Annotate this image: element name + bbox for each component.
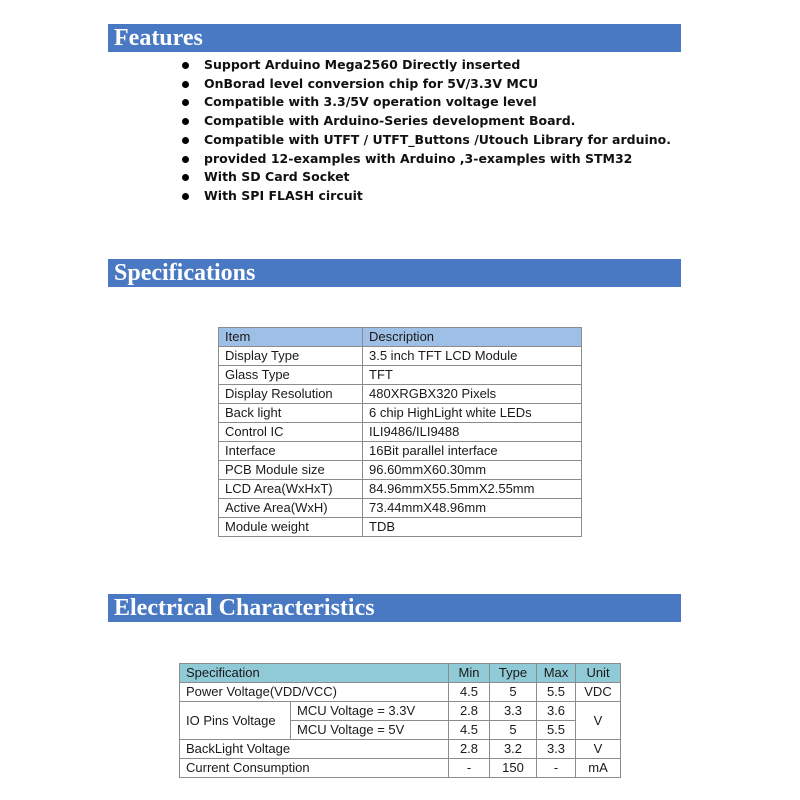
column-header: Type <box>490 664 537 683</box>
bullet-icon <box>182 118 189 125</box>
table-row <box>219 499 582 518</box>
spec-description: 73.44mmX48.96mm <box>363 499 582 518</box>
spec-description: TFT <box>363 366 582 385</box>
features-header <box>108 24 681 52</box>
features-list <box>180 56 740 206</box>
table-row <box>180 740 621 759</box>
spec-item: Control IC <box>219 423 363 442</box>
bullet-icon <box>182 193 189 200</box>
electrical-title: Electrical Characteristics <box>114 595 375 621</box>
spec-description: ILI9486/ILI9488 <box>363 423 582 442</box>
column-header: Unit <box>576 664 621 683</box>
column-header: Description <box>363 328 582 347</box>
specifications-title: Specifications <box>114 260 256 286</box>
unit-value: V <box>576 740 621 759</box>
sub-spec-label: MCU Voltage = 5V <box>291 721 449 740</box>
feature-item: Support Arduino Mega2560 Directly inserted <box>180 56 740 75</box>
feature-item: With SPI FLASH circuit <box>180 187 740 206</box>
sub-spec-label: MCU Voltage = 3.3V <box>291 702 449 721</box>
max-value: 5.5 <box>537 721 576 740</box>
spec-item: LCD Area(WxHxT) <box>219 480 363 499</box>
table-header-row <box>219 328 582 347</box>
column-header: Min <box>449 664 490 683</box>
bullet-icon <box>182 62 189 69</box>
table-row <box>219 480 582 499</box>
column-header: Item <box>219 328 363 347</box>
spec-item: Module weight <box>219 518 363 537</box>
spec-item: Active Area(WxH) <box>219 499 363 518</box>
min-value: 4.5 <box>449 721 490 740</box>
min-value: - <box>449 759 490 778</box>
spec-description: TDB <box>363 518 582 537</box>
unit-value: V <box>576 702 621 740</box>
features-title: Features <box>114 25 203 51</box>
spec-label: Power Voltage(VDD/VCC) <box>180 683 449 702</box>
specifications-header <box>108 259 681 287</box>
max-value: 5.5 <box>537 683 576 702</box>
spec-description: 16Bit parallel interface <box>363 442 582 461</box>
spec-description: 6 chip HighLight white LEDs <box>363 404 582 423</box>
spec-description: 3.5 inch TFT LCD Module <box>363 347 582 366</box>
feature-item: Compatible with 3.3/5V operation voltage level <box>180 93 740 112</box>
max-value: 3.3 <box>537 740 576 759</box>
spec-item: Display Resolution <box>219 385 363 404</box>
electrical-table <box>179 663 621 778</box>
spec-item: Back light <box>219 404 363 423</box>
spec-item: Glass Type <box>219 366 363 385</box>
feature-item: Compatible with Arduino-Series development Board. <box>180 112 740 131</box>
electrical-header <box>108 594 681 622</box>
table-row <box>219 461 582 480</box>
unit-value: mA <box>576 759 621 778</box>
min-value: 4.5 <box>449 683 490 702</box>
table-row <box>219 423 582 442</box>
spec-label: BackLight Voltage <box>180 740 449 759</box>
feature-item: provided 12-examples with Arduino ,3-examples with STM32 <box>180 150 740 169</box>
specifications-table <box>218 327 582 537</box>
spec-item: Interface <box>219 442 363 461</box>
type-value: 5 <box>490 683 537 702</box>
table-row <box>219 442 582 461</box>
type-value: 3.3 <box>490 702 537 721</box>
column-header: Specification <box>180 664 449 683</box>
spec-label: Current Consumption <box>180 759 449 778</box>
bullet-icon <box>182 99 189 106</box>
table-row <box>180 759 621 778</box>
feature-item: With SD Card Socket <box>180 168 740 187</box>
table-row <box>219 366 582 385</box>
table-row <box>219 518 582 537</box>
table-row <box>219 404 582 423</box>
bullet-icon <box>182 156 189 163</box>
min-value: 2.8 <box>449 702 490 721</box>
type-value: 3.2 <box>490 740 537 759</box>
max-value: - <box>537 759 576 778</box>
feature-item: Compatible with UTFT / UTFT_Buttons /Utouch Library for arduino. <box>180 131 740 150</box>
table-row <box>180 683 621 702</box>
spec-description: 480XRGBX320 Pixels <box>363 385 582 404</box>
bullet-icon <box>182 174 189 181</box>
table-row <box>219 347 582 366</box>
type-value: 5 <box>490 721 537 740</box>
unit-value: VDC <box>576 683 621 702</box>
table-row <box>180 702 621 721</box>
spec-description: 96.60mmX60.30mm <box>363 461 582 480</box>
column-header: Max <box>537 664 576 683</box>
bullet-icon <box>182 137 189 144</box>
spec-item: PCB Module size <box>219 461 363 480</box>
spec-label: IO Pins Voltage <box>180 702 291 740</box>
type-value: 150 <box>490 759 537 778</box>
max-value: 3.6 <box>537 702 576 721</box>
table-header-row <box>180 664 621 683</box>
bullet-icon <box>182 81 189 88</box>
spec-description: 84.96mmX55.5mmX2.55mm <box>363 480 582 499</box>
feature-item: OnBorad level conversion chip for 5V/3.3V MCU <box>180 75 740 94</box>
min-value: 2.8 <box>449 740 490 759</box>
table-row <box>219 385 582 404</box>
spec-item: Display Type <box>219 347 363 366</box>
